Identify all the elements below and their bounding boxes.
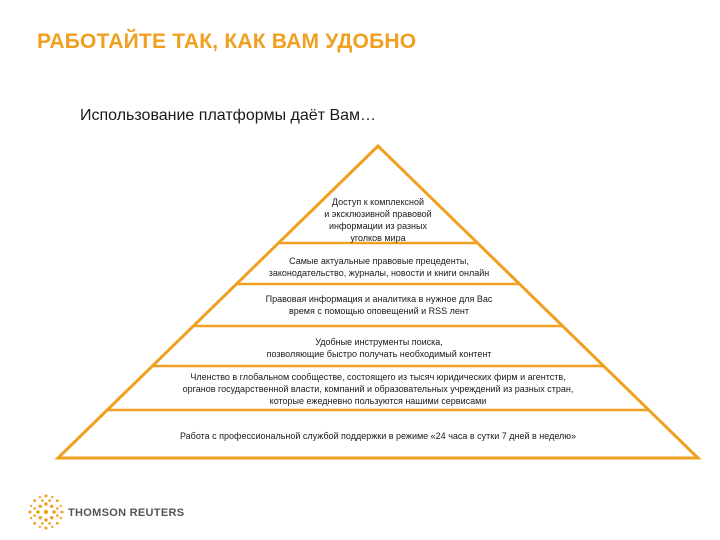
pyramid-tier-4-text: Удобные инструменты поиска, позволяющие быстро получать необходимый контент xyxy=(266,337,492,359)
pyramid-tier-2-text: Самые актуальные правовые прецеденты, законодательство, журналы, новости и книги онлайн xyxy=(268,256,490,278)
slide-title: РАБОТАЙТЕ ТАК, КАК ВАМ УДОБНО xyxy=(37,30,417,53)
pyramid-tier-3-text: Правовая информация и аналитика в нужное для Вас время с помощью оповещений и RSS лент xyxy=(265,294,493,316)
pyramid-tier-5-text: Членство в глобальном сообществе, состоящего из тысяч юридических фирм и агентств, органов государственной власти, компаний и образовательных учреждений из разных стран, которые ежедневно пользуются нашими сервисами xyxy=(182,372,574,406)
thomson-reuters-logo-icon xyxy=(26,492,66,532)
thomson-reuters-logo-text: THOMSON REUTERS xyxy=(68,507,185,519)
pyramid-tier-1-text: Доступ к комплексной и эксклюзивной правовой информации из разных уголков мира xyxy=(324,197,432,243)
slide-subtitle: Использование платформы даёт Вам… xyxy=(80,107,377,124)
pyramid-tier-6-text: Работа с профессиональной службой поддержки в режиме «24 часа в сутки 7 дней в неделю» xyxy=(179,431,577,441)
